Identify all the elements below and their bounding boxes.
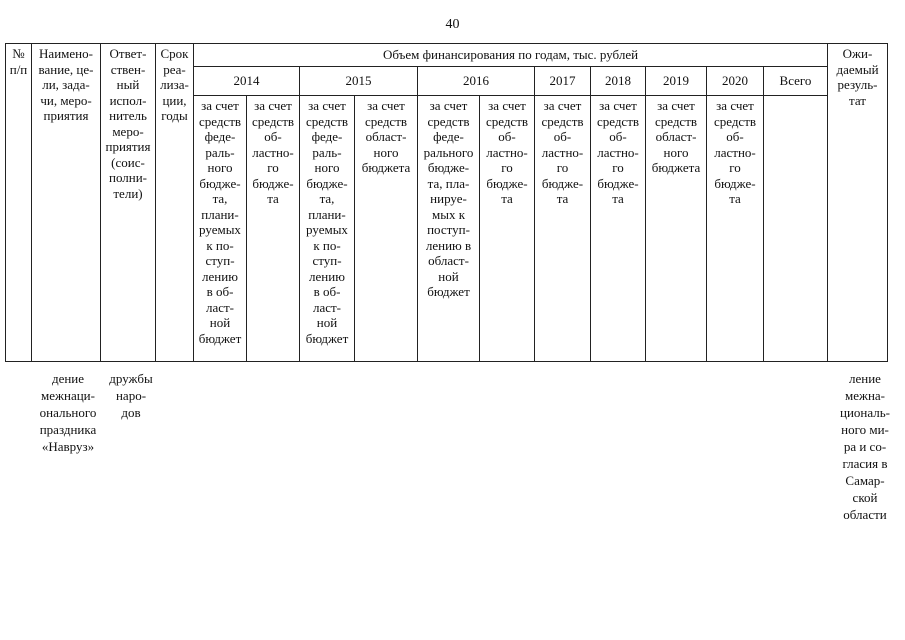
row-responsible-cell: дружбы наро- дов (109, 371, 153, 420)
col-funding-header: Объем финансирования по годам, тыс. рублей (194, 44, 828, 67)
subcol-total (764, 96, 828, 362)
col-responsible-header: Ответ- ствен- ный испол- нитель меро- приятия (соис- полни- тели) (101, 44, 156, 362)
subcol-2016-regional: за счет средств об- ластно- го бюдже- та (480, 96, 535, 362)
year-2014: 2014 (194, 67, 300, 96)
subcol-2015-regional: за счет средств област- ного бюджета (355, 96, 418, 362)
subcol-2015-federal: за счет средств феде- раль- ного бюдже- та, плани- руемых к по- ступ- лению в об- ласт- ной бюджет (300, 96, 355, 362)
year-2015: 2015 (300, 67, 418, 96)
year-total: Всего (764, 67, 828, 96)
col-result-header: Ожи- даемый резуль- тат (828, 44, 888, 362)
subcol-2020-regional: за счет средств об- ластно- го бюдже- та (707, 96, 764, 362)
year-2020: 2020 (707, 67, 764, 96)
col-name-header: Наимено- вание, це- ли, зада- чи, меро- приятия (32, 44, 101, 362)
subcol-2014-federal: за счет средств феде- раль- ного бюдже- та, плани- руемых к по- ступ- лению в об- ласт- ной бюджет (194, 96, 247, 362)
subcol-2016-federal: за счет средств феде- рального бюдже- та, пла- нируе- мых к поступ- лению в област- ной бюджет (418, 96, 480, 362)
row-name-cell: дение межнаци- онального праздника «Навруз» (39, 371, 97, 454)
subcol-2017-regional: за счет средств об- ластно- го бюдже- та (535, 96, 591, 362)
page-number: 40 (445, 17, 460, 32)
year-2016: 2016 (418, 67, 535, 96)
program-table-header (5, 43, 888, 362)
year-2017: 2017 (535, 67, 591, 96)
subcol-2014-regional: за счет средств об- ластно- го бюдже- та (247, 96, 300, 362)
subcol-2018-regional: за счет средств об- ластно- го бюдже- та (591, 96, 646, 362)
col-term-header: Срок реа- лиза- ции, годы (156, 44, 194, 362)
row-result-cell: ление межна- циональ- ного ми- ра и со- гласия в Самар- ской области (839, 371, 890, 522)
year-2019: 2019 (646, 67, 707, 96)
col-num-header: № п/п (6, 44, 32, 362)
year-2018: 2018 (591, 67, 646, 96)
subcol-2019-regional: за счет средств област- ного бюджета (646, 96, 707, 362)
